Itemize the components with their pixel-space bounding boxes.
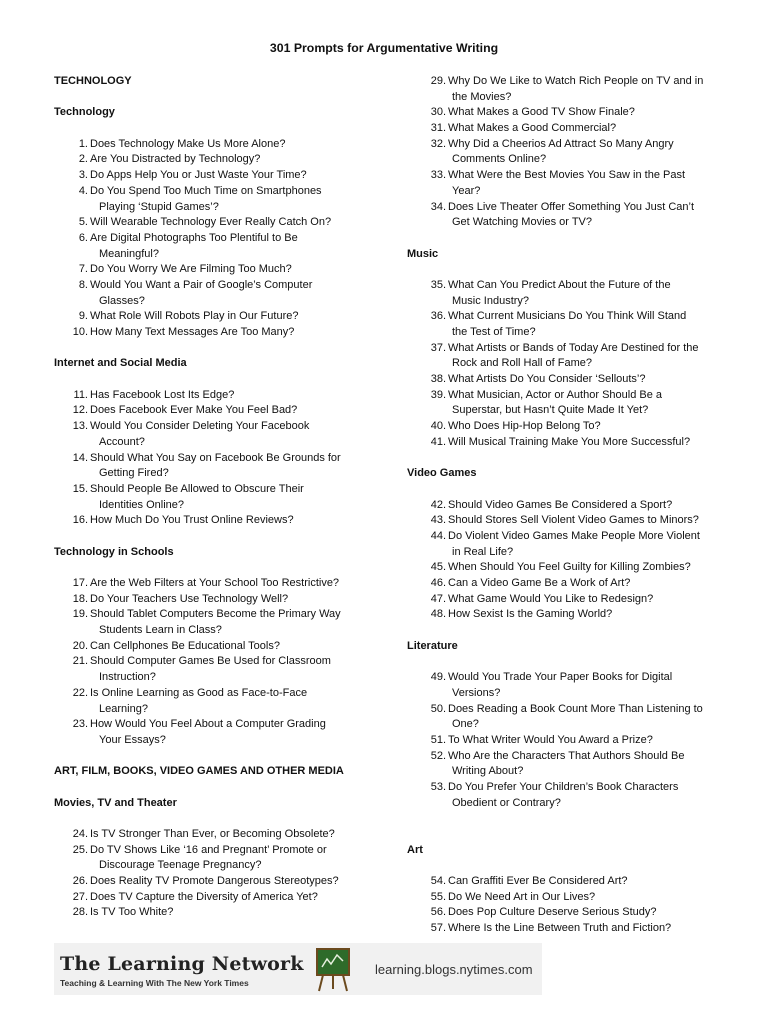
left-column — [54, 74, 396, 921]
spacer — [54, 121, 396, 137]
prompt-text-continued: Obedient or Contrary? — [452, 796, 561, 809]
spacer — [407, 231, 727, 247]
prompt-item — [407, 780, 727, 796]
section-heading: Movies, TV and Theater — [54, 796, 177, 809]
prompt-number: 3. — [78, 169, 88, 182]
prompt-item — [407, 200, 727, 216]
prompt-number: 6. — [78, 231, 88, 244]
prompt-item — [407, 105, 727, 121]
logo-tagline: Teaching & Learning With The New York Times — [60, 978, 249, 988]
prompt-item — [54, 717, 396, 733]
prompt-continuation — [407, 545, 727, 561]
prompt-number: 27. — [72, 890, 88, 903]
prompt-item — [407, 278, 727, 294]
prompt-text: Does Reading a Book Count More Than Listening to — [448, 702, 703, 715]
prompt-number: 30. — [430, 106, 446, 119]
prompt-text-continued: Learning? — [99, 702, 148, 715]
prompt-item — [407, 749, 727, 765]
prompt-number: 53. — [430, 780, 446, 793]
prompt-text: How Much Do You Trust Online Reviews? — [90, 514, 294, 527]
prompt-item — [54, 874, 396, 890]
prompt-item — [54, 451, 396, 467]
prompt-continuation — [407, 152, 727, 168]
prompt-number: 48. — [430, 608, 446, 621]
prompt-item — [407, 576, 727, 592]
prompt-text: Can a Video Game Be a Work of Art? — [448, 577, 631, 589]
spacer — [54, 529, 396, 545]
prompt-item — [407, 388, 727, 404]
prompt-number: 24. — [72, 828, 88, 840]
prompt-number: 34. — [430, 200, 446, 213]
prompt-text-continued: Glasses? — [99, 294, 145, 307]
prompt-text-continued: Discourage Teenage Pregnancy? — [99, 859, 262, 872]
prompt-number: 37. — [430, 341, 446, 354]
spacer — [407, 654, 727, 670]
spacer — [54, 811, 396, 827]
spacer — [54, 341, 396, 357]
prompt-number: 14. — [72, 451, 88, 464]
prompt-item — [54, 152, 396, 168]
prompt-text: Do TV Shows Like ‘16 and Pregnant’ Promote or — [90, 843, 327, 856]
prompt-item — [54, 843, 396, 859]
spacer — [407, 451, 727, 467]
prompt-number: 41. — [430, 435, 446, 448]
prompt-text-continued: Music Industry? — [452, 294, 530, 307]
prompt-item — [54, 513, 396, 529]
prompt-text: Is TV Stronger Than Ever, or Becoming Obsolete? — [90, 828, 335, 840]
prompt-text: Do You Spend Too Much Time on Smartphones — [90, 184, 322, 197]
prompt-item — [407, 121, 727, 137]
prompt-number: 31. — [430, 122, 446, 135]
prompt-text-continued: Account? — [99, 435, 145, 448]
prompt-number: 18. — [72, 592, 88, 605]
prompt-text: What Were the Best Movies You Saw in the Past — [448, 169, 686, 182]
prompt-number: 50. — [430, 702, 446, 715]
prompt-text-continued: Students Learn in Class? — [99, 624, 222, 637]
spacer — [54, 560, 396, 576]
prompt-item — [54, 309, 396, 325]
spacer — [407, 482, 727, 498]
prompt-number: 7. — [78, 263, 88, 276]
prompt-number: 39. — [430, 388, 446, 401]
prompt-number: 47. — [430, 592, 446, 605]
prompt-text: Do Your Teachers Use Technology Well? — [90, 592, 289, 605]
prompt-text: Does Technology Make Us More Alone? — [90, 137, 286, 150]
prompt-text: Does Pop Culture Deserve Serious Study? — [448, 906, 657, 919]
prompt-text-continued: Instruction? — [99, 671, 156, 684]
prompt-number: 51. — [430, 733, 446, 746]
prompt-text: Do You Worry We Are Filming Too Much? — [90, 263, 292, 276]
chalkboard-icon — [315, 947, 351, 993]
prompt-text: Should Tablet Computers Become the Primary Way — [90, 608, 341, 621]
prompt-continuation — [54, 294, 396, 310]
prompt-number: 11. — [73, 388, 88, 401]
prompt-text: What Makes a Good TV Show Finale? — [448, 106, 635, 119]
prompt-item — [407, 435, 727, 451]
prompt-number: 38. — [430, 373, 446, 386]
prompt-item — [54, 137, 396, 153]
section-heading: Literature — [407, 639, 458, 652]
prompt-item — [54, 184, 396, 200]
prompt-number: 17. — [72, 577, 88, 589]
prompt-continuation — [407, 325, 727, 341]
prompt-item — [407, 309, 727, 325]
section-heading: Technology in Schools — [54, 545, 174, 558]
prompt-text-continued: Identities Online? — [99, 498, 184, 511]
prompt-item — [54, 388, 396, 404]
prompt-text: Do Apps Help You or Just Waste Your Time? — [90, 169, 307, 182]
prompt-text: Is TV Too White? — [90, 906, 174, 919]
prompt-item — [407, 560, 727, 576]
spacer — [54, 749, 396, 765]
prompt-text: Should People Be Allowed to Obscure Their — [90, 482, 304, 495]
prompt-item — [407, 890, 727, 906]
prompt-continuation — [54, 200, 396, 216]
prompt-text: Who Does Hip-Hop Belong To? — [448, 420, 601, 433]
prompt-text-continued: One? — [452, 718, 479, 731]
prompt-number: 20. — [72, 639, 88, 652]
prompt-item — [54, 654, 396, 670]
prompt-number: 43. — [430, 514, 446, 527]
prompt-continuation — [54, 702, 396, 718]
prompt-text: Why Did a Cheerios Ad Attract So Many Angry — [448, 137, 674, 150]
prompt-continuation — [407, 215, 727, 231]
prompt-item — [54, 278, 396, 294]
prompt-text: When Should You Feel Guilty for Killing Zombies? — [448, 561, 691, 574]
prompt-text: What Musician, Actor or Author Should Be a — [448, 388, 663, 401]
prompt-item — [54, 890, 396, 906]
prompt-text-continued: Getting Fired? — [99, 467, 169, 480]
page-title: 301 Prompts for Argumentative Writing — [269, 41, 499, 55]
prompt-text-continued: Year? — [452, 184, 481, 197]
prompt-number: 25. — [72, 843, 88, 856]
prompt-number: 45. — [430, 561, 446, 574]
prompt-item — [407, 921, 727, 937]
prompt-number: 49. — [430, 671, 446, 684]
prompt-number: 8. — [78, 278, 88, 291]
prompt-text: Will Musical Training Make You More Successful? — [448, 435, 691, 448]
section-heading: TECHNOLOGY — [54, 75, 132, 87]
prompt-number: 33. — [430, 169, 446, 182]
prompt-item — [407, 168, 727, 184]
section-heading: ART, FILM, BOOKS, VIDEO GAMES AND OTHER MEDIA — [54, 765, 344, 778]
prompt-number: 1. — [78, 137, 88, 150]
prompt-item — [407, 372, 727, 388]
prompt-text-continued: Meaningful? — [99, 247, 159, 260]
right-column — [407, 74, 727, 937]
spacer — [54, 780, 396, 796]
prompt-continuation — [54, 498, 396, 514]
spacer — [407, 262, 727, 278]
prompt-item — [407, 874, 727, 890]
prompt-number: 40. — [430, 420, 446, 433]
spacer — [407, 623, 727, 639]
prompt-item — [54, 325, 396, 341]
prompt-text: What Game Would You Like to Redesign? — [448, 592, 654, 605]
prompt-text: Does Facebook Ever Make You Feel Bad? — [90, 404, 298, 417]
prompt-text: What Makes a Good Commercial? — [448, 122, 617, 135]
prompt-text: Who Are the Characters That Authors Should Be — [448, 749, 685, 762]
prompt-item — [54, 215, 396, 231]
prompt-item — [407, 607, 727, 623]
footer-banner — [54, 943, 542, 995]
section-heading: Technology — [54, 106, 115, 119]
prompt-number: 29. — [430, 75, 446, 87]
prompt-text: How Would You Feel About a Computer Grading — [90, 718, 326, 731]
prompt-text: Are You Distracted by Technology? — [90, 153, 261, 166]
spacer — [54, 372, 396, 388]
prompt-number: 12. — [72, 404, 88, 417]
prompt-text: Does Live Theater Offer Something You Just Can’t — [448, 200, 695, 213]
prompt-number: 19. — [72, 608, 88, 621]
prompt-number: 26. — [72, 875, 88, 888]
prompt-item — [407, 733, 727, 749]
prompt-number: 44. — [430, 529, 446, 542]
prompt-text: Do You Prefer Your Children’s Book Characters — [448, 780, 679, 793]
prompt-item — [54, 168, 396, 184]
learning-network-logo: The Learning Network — [60, 953, 304, 975]
prompt-text: Should Computer Games Be Used for Classroom — [90, 655, 331, 668]
prompt-number: 42. — [430, 498, 446, 511]
prompt-text-continued: Versions? — [452, 686, 501, 699]
prompt-text: Do Violent Video Games Make People More Violent — [448, 529, 700, 542]
spacer — [407, 811, 727, 827]
prompt-item — [407, 592, 727, 608]
prompt-continuation — [54, 623, 396, 639]
prompt-text: What Can You Predict About the Future of the — [448, 278, 671, 291]
section-heading: Music — [407, 247, 439, 260]
prompt-text: What Current Musicians Do You Think Will Stand — [448, 310, 687, 323]
section-heading: Internet and Social Media — [54, 357, 187, 370]
prompt-text-continued: Playing ‘Stupid Games’? — [99, 200, 219, 213]
prompt-text: Would You Want a Pair of Google’s Computer — [90, 278, 313, 291]
prompt-continuation — [407, 90, 727, 106]
prompt-number: 4. — [78, 184, 88, 197]
prompt-item — [407, 513, 727, 529]
prompt-text-continued: Writing About? — [452, 765, 524, 778]
prompt-text: Should Stores Sell Violent Video Games to Minors? — [448, 514, 699, 527]
prompt-number: 32. — [430, 137, 446, 150]
prompt-text: Would You Trade Your Paper Books for Digital — [448, 671, 673, 684]
prompt-number: 52. — [430, 749, 446, 762]
prompt-text: Does TV Capture the Diversity of America Yet? — [90, 890, 318, 903]
site-url: learning.blogs.nytimes.com — [375, 962, 533, 977]
prompt-continuation — [54, 733, 396, 749]
prompt-continuation — [54, 247, 396, 263]
prompt-text: Can Cellphones Be Educational Tools? — [90, 639, 280, 652]
prompt-number: 35. — [430, 278, 446, 291]
prompt-number: 36. — [430, 310, 446, 323]
spacer — [407, 858, 727, 874]
prompt-number: 13. — [72, 420, 88, 433]
prompt-continuation — [54, 435, 396, 451]
prompt-item — [54, 827, 396, 843]
prompt-item — [407, 74, 727, 90]
prompt-continuation — [407, 686, 727, 702]
prompt-number: 57. — [430, 922, 446, 935]
spacer — [54, 90, 396, 106]
prompt-continuation — [407, 184, 727, 200]
prompt-text-continued: Rock and Roll Hall of Fame? — [452, 357, 593, 370]
prompt-item — [54, 482, 396, 498]
prompt-continuation — [407, 403, 727, 419]
prompt-number: 2. — [78, 153, 88, 166]
prompt-item — [54, 686, 396, 702]
prompt-item — [407, 498, 727, 514]
prompt-item — [407, 702, 727, 718]
prompt-text-continued: Get Watching Movies or TV? — [452, 216, 592, 229]
prompt-number: 5. — [78, 216, 88, 229]
prompt-item — [54, 607, 396, 623]
prompt-number: 21. — [72, 655, 88, 668]
section-heading: Video Games — [407, 467, 477, 480]
prompt-item — [54, 576, 396, 592]
prompt-text: What Artists or Bands of Today Are Destined for the — [448, 341, 699, 354]
prompt-text: Are the Web Filters at Your School Too Restrictive? — [90, 577, 340, 589]
prompt-continuation — [407, 717, 727, 733]
section-heading: Art — [407, 843, 423, 856]
prompt-text: Will Wearable Technology Ever Really Catch On? — [90, 216, 332, 229]
prompt-item — [54, 592, 396, 608]
prompt-item — [54, 262, 396, 278]
prompt-continuation — [54, 670, 396, 686]
prompt-continuation — [407, 764, 727, 780]
prompt-number: 56. — [430, 906, 446, 919]
prompt-continuation — [54, 466, 396, 482]
prompt-item — [407, 419, 727, 435]
prompt-number: 23. — [72, 718, 88, 731]
prompt-text: Do We Need Art in Our Lives? — [448, 890, 596, 903]
prompt-number: 10. — [72, 326, 88, 338]
prompt-text: Are Digital Photographs Too Plentiful to Be — [90, 231, 298, 244]
prompt-text: Why Do We Like to Watch Rich People on TV and in — [448, 75, 704, 87]
prompt-item — [407, 137, 727, 153]
prompt-text: How Many Text Messages Are Too Many? — [90, 326, 295, 338]
prompt-item — [54, 419, 396, 435]
prompt-number: 54. — [430, 875, 446, 888]
prompt-item — [407, 905, 727, 921]
prompt-text-continued: Your Essays? — [99, 733, 166, 746]
prompt-text-continued: Superstar, but Hasn’t Quite Made It Yet? — [452, 404, 649, 417]
prompt-continuation — [407, 796, 727, 812]
prompt-continuation — [54, 858, 396, 874]
prompt-text: Is Online Learning as Good as Face-to-Face — [90, 686, 308, 699]
prompt-number: 55. — [430, 890, 446, 903]
prompt-item — [54, 231, 396, 247]
prompt-text: What Artists Do You Consider ‘Sellouts’? — [448, 373, 646, 386]
prompt-text: Should What You Say on Facebook Be Grounds for — [90, 451, 341, 464]
prompt-number: 46. — [430, 577, 446, 589]
prompt-text: How Sexist Is the Gaming World? — [448, 608, 613, 621]
prompt-number: 9. — [78, 310, 88, 323]
prompt-text-continued: in Real Life? — [452, 545, 514, 558]
prompt-text: To What Writer Would You Award a Prize? — [448, 733, 653, 746]
prompt-text: Would You Consider Deleting Your Facebook — [90, 420, 310, 433]
prompt-text: Has Facebook Lost Its Edge? — [90, 388, 235, 401]
prompt-text: Should Video Games Be Considered a Sport? — [448, 498, 673, 511]
prompt-continuation — [407, 294, 727, 310]
prompt-text-continued: the Movies? — [452, 90, 512, 103]
prompt-number: 28. — [72, 906, 88, 919]
prompt-continuation — [407, 356, 727, 372]
prompt-number: 22. — [72, 686, 88, 699]
prompt-text-continued: Comments Online? — [452, 153, 547, 166]
prompt-text: Does Reality TV Promote Dangerous Stereotypes? — [90, 875, 339, 888]
prompt-item — [407, 529, 727, 545]
prompt-item — [407, 341, 727, 357]
prompt-number: 16. — [72, 514, 88, 527]
prompt-text-continued: the Test of Time? — [452, 326, 536, 338]
prompt-text: What Role Will Robots Play in Our Future? — [90, 310, 299, 323]
prompt-number: 15. — [72, 482, 88, 495]
prompt-item — [54, 403, 396, 419]
spacer — [407, 827, 727, 843]
prompt-item — [54, 905, 396, 921]
prompt-text: Can Graffiti Ever Be Considered Art? — [448, 875, 628, 888]
prompt-item — [407, 670, 727, 686]
prompt-text: Where Is the Line Between Truth and Fiction? — [448, 922, 672, 935]
prompt-item — [54, 639, 396, 655]
